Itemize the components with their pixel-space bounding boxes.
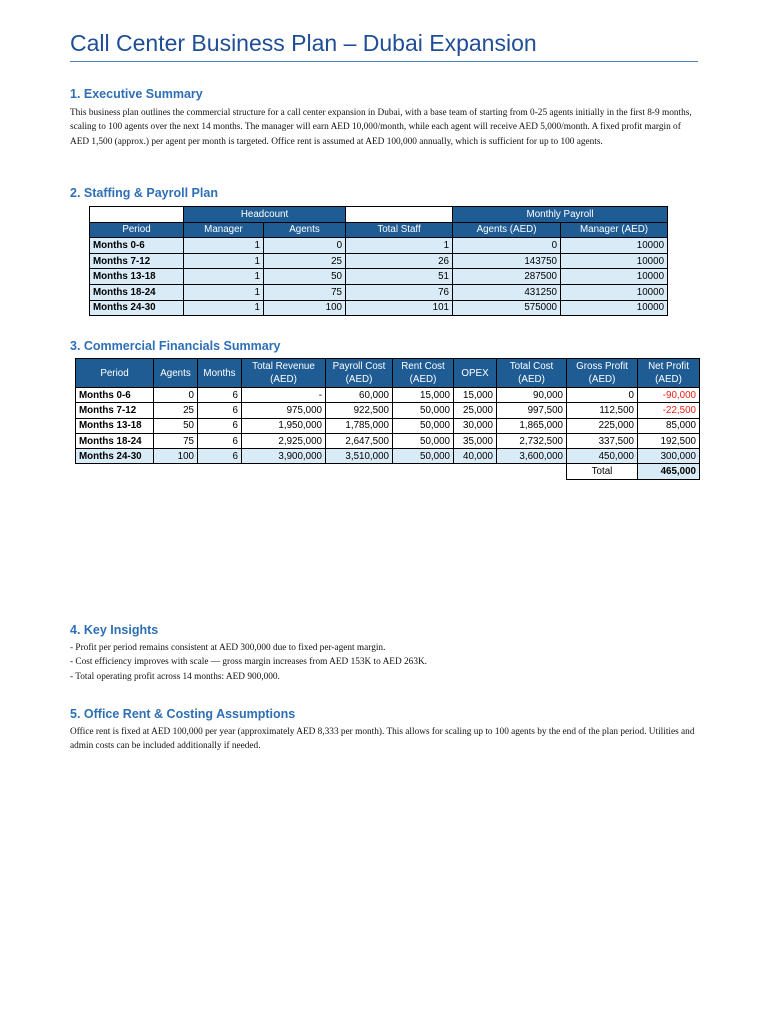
table-cell: 922,500 [326, 403, 393, 418]
table-cell: 75 [264, 284, 346, 300]
table-cell: 1 [184, 269, 264, 285]
row-label: Months 0-6 [90, 238, 184, 254]
table-row [90, 300, 668, 316]
column-header: Rent Cost (AED) [393, 359, 454, 388]
section-heading-staffing-payroll: 2. Staffing & Payroll Plan [70, 186, 218, 200]
section-heading-commercial-financials: 3. Commercial Financials Summary [70, 339, 281, 353]
table-cell: 25 [154, 403, 198, 418]
table-cell: 10000 [561, 238, 668, 254]
table-cell: 143750 [453, 253, 561, 269]
column-header: Months [198, 359, 242, 388]
table-row [76, 449, 700, 464]
table-cell: 50 [264, 269, 346, 285]
row-label: Months 18-24 [76, 433, 154, 448]
column-header: OPEX [454, 359, 497, 388]
section-heading-office-rent: 5. Office Rent & Costing Assumptions [70, 707, 296, 721]
table-cell: 3,900,000 [242, 449, 326, 464]
table-cell: 431250 [453, 284, 561, 300]
column-header: Total Revenue (AED) [242, 359, 326, 388]
table-cell: 10000 [561, 284, 668, 300]
table-cell: 337,500 [567, 433, 638, 448]
commercial-financials-table [75, 358, 700, 480]
table-cell: 6 [198, 433, 242, 448]
table-cell: 112,500 [567, 403, 638, 418]
table-cell: 90,000 [497, 388, 567, 403]
table-cell: 50,000 [393, 403, 454, 418]
table-header-row [90, 222, 668, 238]
column-header: Agents (AED) [453, 222, 561, 238]
column-header: Net Profit (AED) [638, 359, 700, 388]
table-cell: 225,000 [567, 418, 638, 433]
column-header: Period [76, 359, 154, 388]
table-cell: 1 [184, 253, 264, 269]
row-label: Months 13-18 [76, 418, 154, 433]
row-label: Months 24-30 [90, 300, 184, 316]
list-item: - Cost efficiency improves with scale — gross margin increases from AED 153K to AED 263K. [70, 657, 428, 668]
table-cell: 40,000 [454, 449, 497, 464]
column-header: Agents [154, 359, 198, 388]
table-cell: 10000 [561, 269, 668, 285]
table-cell: - [242, 388, 326, 403]
table-cell: 1 [346, 238, 453, 254]
table-cell: 6 [198, 388, 242, 403]
table-row [76, 418, 700, 433]
row-label: Months 0-6 [76, 388, 154, 403]
table-row [90, 238, 668, 254]
row-label: Months 7-12 [90, 253, 184, 269]
table-cell: 35,000 [454, 433, 497, 448]
table-cell: 0 [453, 238, 561, 254]
column-header: Manager [184, 222, 264, 238]
row-label: Months 13-18 [90, 269, 184, 285]
net-profit-cell: 300,000 [638, 449, 700, 464]
table-cell: 1,950,000 [242, 418, 326, 433]
table-row [90, 284, 668, 300]
table-cell: 2,925,000 [242, 433, 326, 448]
table-cell: 287500 [453, 269, 561, 285]
table-cell: 0 [154, 388, 198, 403]
column-header: Agents [264, 222, 346, 238]
table-cell: 0 [264, 238, 346, 254]
table-cell: 100 [264, 300, 346, 316]
table-cell: 50 [154, 418, 198, 433]
table-cell: 997,500 [497, 403, 567, 418]
row-label: Months 7-12 [76, 403, 154, 418]
net-profit-cell: 192,500 [638, 433, 700, 448]
net-profit-negative-cell: -90,000 [638, 388, 700, 403]
table-cell: 15,000 [393, 388, 454, 403]
row-label: Months 18-24 [90, 284, 184, 300]
table-blank-cell [90, 207, 184, 223]
table-cell: 50,000 [393, 449, 454, 464]
net-profit-negative-cell: -22,500 [638, 403, 700, 418]
table-cell: 6 [198, 403, 242, 418]
table-cell: 0 [567, 388, 638, 403]
table-cell: 575000 [453, 300, 561, 316]
total-label: Total [567, 464, 638, 479]
table-cell: 1,785,000 [326, 418, 393, 433]
staffing-payroll-table [89, 206, 668, 316]
table-blank-cell [346, 207, 453, 223]
table-header-row [76, 359, 700, 388]
table-cell: 51 [346, 269, 453, 285]
table-row [76, 433, 700, 448]
column-header: Total Staff [346, 222, 453, 238]
list-item: - Total operating profit across 14 months: AED 900,000. [70, 671, 280, 682]
table-cell: 1 [184, 300, 264, 316]
table-row [90, 269, 668, 285]
table-group-header-row [90, 207, 668, 223]
column-header: Manager (AED) [561, 222, 668, 238]
table-cell: 1 [184, 284, 264, 300]
column-header: Total Cost (AED) [497, 359, 567, 388]
table-blank-cell [76, 464, 567, 479]
list-item: - Profit per period remains consistent at AED 300,000 due to fixed per-agent margin. [70, 643, 386, 653]
table-cell: 6 [198, 418, 242, 433]
table-cell: 30,000 [454, 418, 497, 433]
section-heading-key-insights: 4. Key Insights [70, 623, 159, 637]
table-cell: 50,000 [393, 433, 454, 448]
table-cell: 1 [184, 238, 264, 254]
column-header: Period [90, 222, 184, 238]
table-cell: 450,000 [567, 449, 638, 464]
table-row [76, 388, 700, 403]
total-row [76, 464, 700, 479]
table-cell: 6 [198, 449, 242, 464]
table-cell: 75 [154, 433, 198, 448]
page-title: Call Center Business Plan – Dubai Expansion [70, 30, 537, 56]
table-cell: 10000 [561, 300, 668, 316]
total-net-profit: 465,000 [638, 464, 700, 479]
table-row [76, 403, 700, 418]
table-cell: 15,000 [454, 388, 497, 403]
table-cell: 101 [346, 300, 453, 316]
column-header: Payroll Cost (AED) [326, 359, 393, 388]
table-cell: 60,000 [326, 388, 393, 403]
net-profit-cell: 85,000 [638, 418, 700, 433]
row-label: Months 24-30 [76, 449, 154, 464]
table-cell: 25 [264, 253, 346, 269]
table-cell: 3,510,000 [326, 449, 393, 464]
executive-summary-text: This business plan outlines the commercial structure for a call center expansion in Dubai, with a base team of starting from 0-25 agents initially in the first 8-9 months, scaling to 100 agents over the next 14 months. The manager will earn AED 10,000/month, while each agent will receive AED 5,000/month. A fixed profit margin of AED 1,500 (approx.) per agent per month is targeted. Office rent is assumed at AED 100,000 annually, which is sufficient for up to 100 agents. [70, 108, 692, 147]
table-cell: 26 [346, 253, 453, 269]
table-cell: 1,865,000 [497, 418, 567, 433]
table-cell: 10000 [561, 253, 668, 269]
table-cell: 50,000 [393, 418, 454, 433]
table-cell: 2,647,500 [326, 433, 393, 448]
table-cell: 975,000 [242, 403, 326, 418]
office-rent-text: Office rent is fixed at AED 100,000 per year (approximately AED 8,333 per month). This allows for scaling up to 100 agents by the end of the plan period. Utilities and admin costs can be included additionally if needed. [70, 727, 695, 752]
table-cell: 3,600,000 [497, 449, 567, 464]
table-cell: 25,000 [454, 403, 497, 418]
table-cell: 76 [346, 284, 453, 300]
title-divider [70, 61, 698, 62]
table-cell: 2,732,500 [497, 433, 567, 448]
key-insights-list [70, 641, 698, 684]
column-header: Gross Profit (AED) [567, 359, 638, 388]
table-row [90, 253, 668, 269]
group-header-monthly-payroll: Monthly Payroll [453, 207, 668, 223]
table-cell: 100 [154, 449, 198, 464]
group-header-headcount: Headcount [184, 207, 346, 223]
section-heading-executive-summary: 1. Executive Summary [70, 87, 203, 101]
